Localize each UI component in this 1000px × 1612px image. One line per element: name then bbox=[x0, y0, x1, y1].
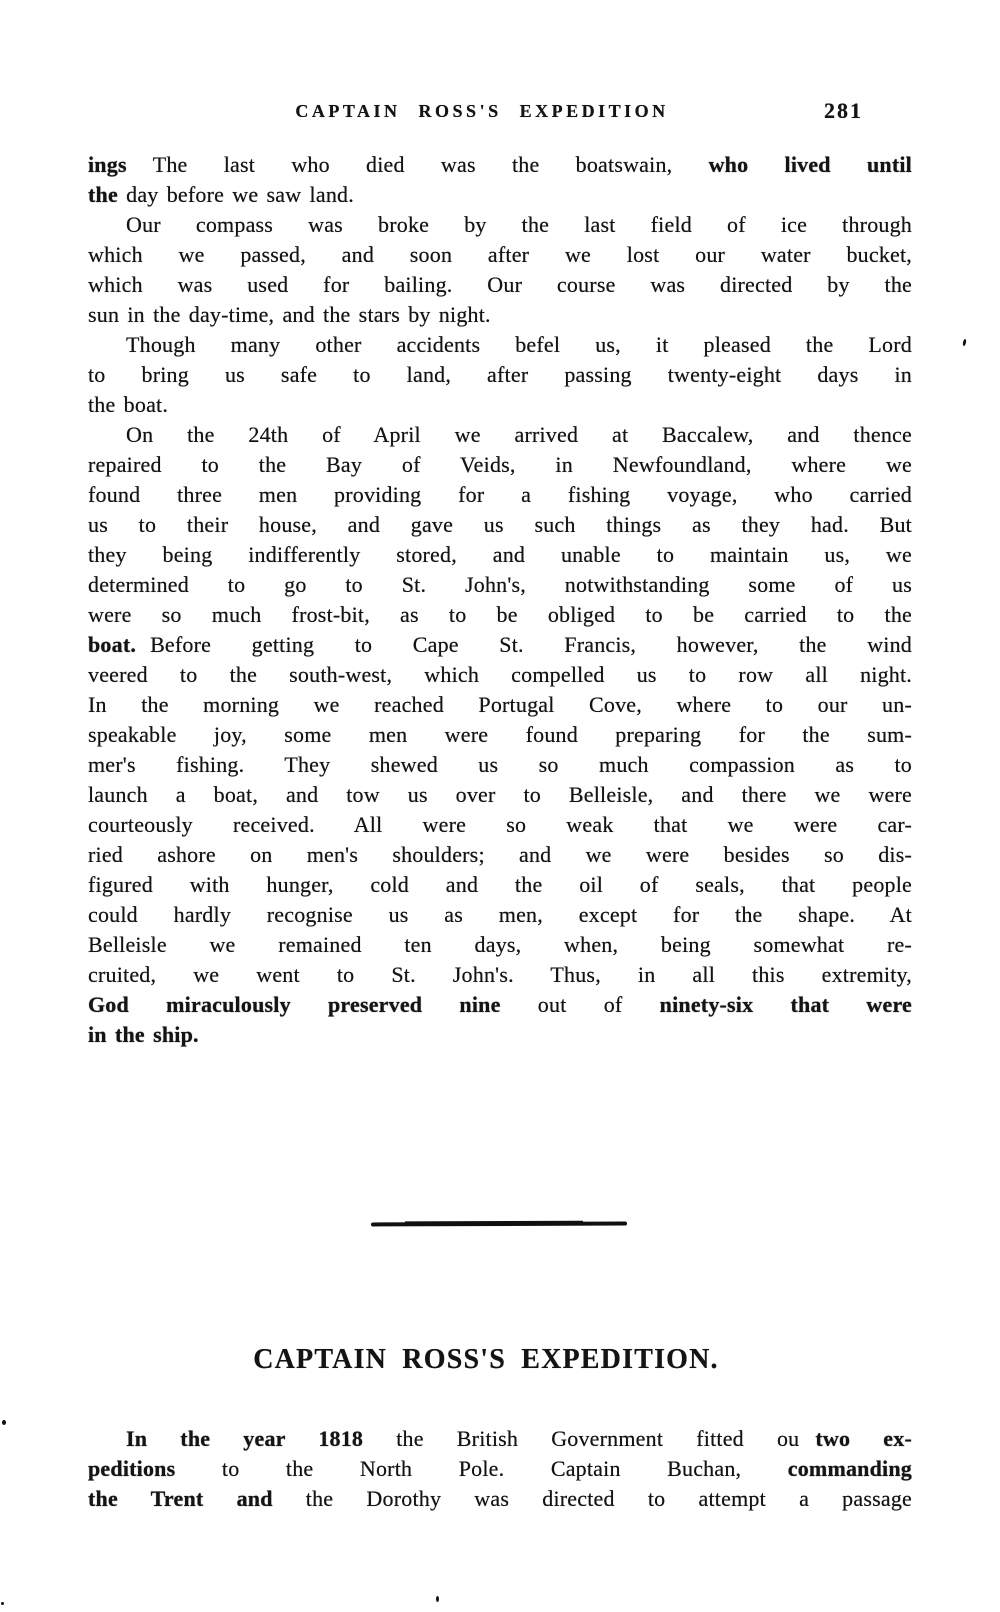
text-line bbox=[88, 840, 912, 870]
text-segment: which was used for bailing. Our course was directed by the bbox=[88, 272, 912, 297]
text-line bbox=[88, 240, 912, 270]
text-line bbox=[88, 990, 912, 1020]
text-line bbox=[88, 360, 912, 390]
text-segment: figured with hunger, cold and the oil of seals, that people bbox=[88, 872, 912, 897]
text-segment: sun in the day-time, and the stars by night. bbox=[88, 302, 491, 327]
text-segment: veered to the south-west, which compelled us to row all night. bbox=[88, 662, 912, 687]
text-line bbox=[88, 750, 912, 780]
heavy-ink-text: God miraculously preserved nine bbox=[88, 992, 501, 1017]
text-segment: ried ashore on men's shoulders; and we were besides so dis- bbox=[88, 842, 912, 867]
text-segment: Belleisle we remained ten days, when, being somewhat re- bbox=[88, 932, 912, 957]
paragraph bbox=[88, 150, 912, 210]
text-line bbox=[88, 450, 912, 480]
text-line bbox=[88, 660, 912, 690]
text-line bbox=[88, 630, 912, 660]
text-segment: Before getting to Cape St. Francis, however, the wind bbox=[150, 632, 912, 657]
text-line bbox=[88, 180, 912, 210]
text-segment: In the morning we reached Portugal Cove, where to our un- bbox=[88, 692, 912, 717]
paragraph bbox=[88, 420, 912, 1050]
text-segment: launch a boat, and tow us over to Belleisle, and there we were bbox=[88, 782, 912, 807]
text-line bbox=[88, 1484, 912, 1514]
heavy-ink-text: the bbox=[88, 182, 118, 207]
text-segment: Our compass was broke by the last field of ice through bbox=[126, 212, 912, 237]
heavy-ink-text: In the year 1818 bbox=[126, 1426, 364, 1451]
text-segment: were so much frost-bit, as to be obliged to be carried to the bbox=[88, 602, 912, 627]
text-segment: day before we saw land. bbox=[117, 182, 354, 207]
text-segment: to the North Pole. Captain Buchan, bbox=[175, 1456, 788, 1481]
heavy-ink-text: in the ship. bbox=[88, 1022, 199, 1047]
text-line bbox=[88, 900, 912, 930]
text-line bbox=[88, 720, 912, 750]
text-segment: out of bbox=[500, 992, 660, 1017]
text-line bbox=[88, 480, 912, 510]
text-line bbox=[88, 600, 912, 630]
text-line bbox=[88, 270, 912, 300]
heavy-ink-text: peditions bbox=[88, 1456, 176, 1481]
text-segment: On the 24th of April we arrived at Baccalew, and thence bbox=[126, 422, 912, 447]
ink-speck bbox=[1, 1602, 4, 1605]
text-line bbox=[88, 420, 912, 450]
running-header-title: CAPTAIN ROSS'S EXPEDITION bbox=[295, 101, 669, 121]
story-ending-text bbox=[88, 150, 912, 1050]
text-line bbox=[88, 810, 912, 840]
text-segment: to bring us safe to land, after passing twenty-eight days in bbox=[88, 362, 912, 387]
text-segment: cruited, we went to St. John's. Thus, in all this extremity, bbox=[88, 962, 912, 987]
text-line bbox=[88, 540, 912, 570]
text-line bbox=[88, 930, 912, 960]
ink-speck bbox=[436, 1596, 439, 1602]
text-segment: mer's fishing. They shewed us so much compassion as to bbox=[88, 752, 912, 777]
text-line bbox=[88, 150, 912, 180]
text-line bbox=[88, 1424, 912, 1454]
text-segment: The last who died was the boatswain, bbox=[152, 152, 709, 177]
text-segment: which we passed, and soon after we lost our water bucket, bbox=[88, 242, 912, 267]
ink-speck bbox=[962, 339, 966, 346]
text-segment: the Dorothy was directed to attempt a passage bbox=[272, 1486, 912, 1511]
paragraph bbox=[88, 330, 912, 420]
heavy-ink-text: ninety-six that were bbox=[659, 992, 912, 1017]
text-line bbox=[88, 330, 912, 360]
running-header bbox=[0, 98, 1000, 135]
text-segment: the British Government fitted ou bbox=[363, 1426, 800, 1451]
text-line bbox=[88, 300, 912, 330]
text-line bbox=[88, 780, 912, 810]
text-segment: determined to go to St. John's, notwithstanding some of us bbox=[88, 572, 912, 597]
heavy-ink-text: commanding bbox=[787, 1456, 912, 1481]
text-segment: speakable joy, some men were found preparing for the sum- bbox=[88, 722, 912, 747]
text-line bbox=[88, 1454, 912, 1484]
text-line bbox=[88, 690, 912, 720]
text-line bbox=[88, 390, 912, 420]
text-segment: repaired to the Bay of Veids, in Newfoundland, where we bbox=[88, 452, 912, 477]
heavy-ink-text: ings bbox=[88, 152, 127, 177]
text-segment: us to their house, and gave us such things as they had. But bbox=[88, 512, 912, 537]
heavy-ink-text: who lived until bbox=[708, 152, 912, 177]
paragraph bbox=[88, 1424, 912, 1514]
section-divider-rule bbox=[371, 1222, 627, 1227]
chapter-opening-text bbox=[88, 1424, 912, 1514]
chapter-heading: CAPTAIN ROSS'S EXPEDITION. bbox=[253, 1344, 719, 1375]
text-segment: Though many other accidents befel us, it pleased the Lord bbox=[126, 332, 912, 357]
text-line bbox=[88, 870, 912, 900]
text-segment: found three men providing for a fishing voyage, who carried bbox=[88, 482, 912, 507]
text-segment: courteously received. All were so weak that we were car- bbox=[88, 812, 912, 837]
text-segment: the boat. bbox=[88, 392, 169, 417]
heavy-ink-text: two ex- bbox=[815, 1426, 912, 1451]
page-number: 281 bbox=[824, 98, 863, 123]
paragraph bbox=[88, 210, 912, 330]
heavy-ink-text: the Trent and bbox=[88, 1486, 273, 1511]
text-line bbox=[88, 210, 912, 240]
text-segment: could hardly recognise us as men, except for the shape. At bbox=[88, 902, 912, 927]
text-line bbox=[88, 570, 912, 600]
text-line bbox=[88, 960, 912, 990]
heavy-ink-text: boat. bbox=[88, 632, 137, 657]
ink-speck bbox=[2, 1420, 6, 1425]
text-line bbox=[88, 1020, 912, 1050]
text-segment: they being indifferently stored, and unable to maintain us, we bbox=[88, 542, 912, 567]
text-line bbox=[88, 510, 912, 540]
